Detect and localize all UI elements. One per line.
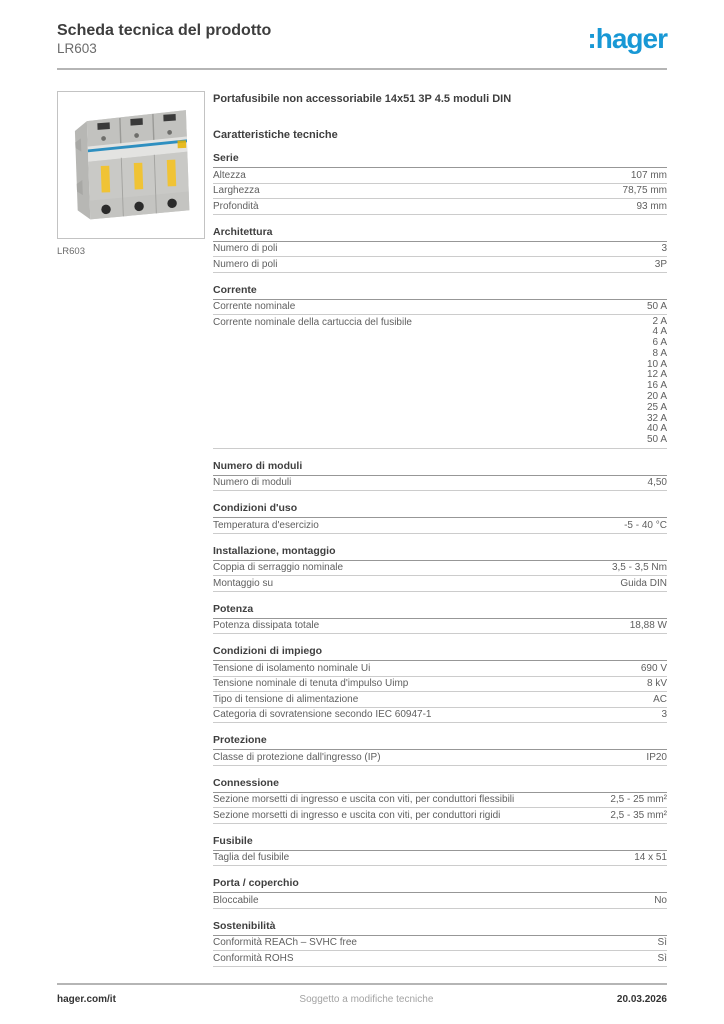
spec-group (213, 920, 667, 967)
spec-row-label: Tipo di tensione di alimentazione (213, 693, 359, 705)
spec-group-title: Condizioni di impiego (213, 645, 667, 661)
spec-row-value: 78,75 mm (622, 185, 667, 196)
spec-row-label: Conformità REACh – SVHC free (213, 937, 357, 949)
spec-group-title: Architettura (213, 226, 667, 242)
spec-row-value: 107 mm (630, 169, 667, 181)
spec-row (213, 619, 667, 635)
spec-row-label: Tensione di isolamento nominale Ui (213, 662, 371, 674)
product-image-column (57, 91, 205, 967)
spec-row-label: Bloccabile (213, 894, 259, 906)
spec-row-label: Corrente nominale della cartuccia del fusibile (213, 316, 412, 328)
spec-group-title: Porta / coperchio (213, 877, 667, 893)
spec-row-value: 14 x 51 (634, 852, 667, 864)
spec-row-label: Numero di poli (213, 243, 278, 254)
spec-row-value-line: 16 A (646, 380, 667, 392)
spec-group-title: Condizioni d'uso (213, 502, 667, 518)
spec-row-value-line: 6 A (652, 337, 667, 349)
spec-row-value-line: 20 A (646, 391, 667, 403)
specs-column (213, 91, 667, 967)
spec-row-label: Classe di protezione dall'ingresso (IP) (213, 751, 381, 763)
spec-row-value: 4,50 (647, 477, 667, 489)
spec-row-value: 18,88 W (629, 620, 667, 632)
spec-row (213, 951, 667, 967)
spec-row-value: 2,5 - 35 mm² (610, 809, 667, 821)
spec-group (213, 502, 667, 534)
footer-disclaimer: Soggetto a modifiche tecniche (299, 994, 434, 1005)
spec-row-value: 8 kV (646, 678, 667, 690)
footer-date: 20.03.2026 (616, 994, 667, 1005)
spec-group (213, 734, 667, 766)
spec-row (213, 518, 667, 534)
spec-row-label: Profondità (213, 200, 259, 212)
spec-row (213, 242, 667, 258)
spec-group (213, 777, 667, 824)
spec-row-value-line: 10 A (646, 358, 667, 370)
spec-row-label: Tensione nominale di tenuta d'impulso Uimp (213, 678, 409, 690)
spec-group-title: Installazione, montaggio (213, 545, 667, 561)
spec-row-label: Sezione morsetti di ingresso e uscita con viti, per conduttori rigidi (213, 809, 501, 821)
spec-row-label: Temperatura d'esercizio (213, 519, 319, 531)
spec-row (213, 476, 667, 492)
spec-row-label: Montaggio su (213, 577, 274, 589)
spec-group-title: Protezione (213, 734, 667, 750)
spec-group-title: Fusibile (213, 835, 667, 851)
spec-row (213, 851, 667, 867)
product-image-frame (57, 91, 205, 239)
page-header (57, 0, 667, 57)
spec-row (213, 300, 667, 316)
spec-group-title: Serie (213, 152, 667, 168)
spec-row-label: Taglia del fusibile (213, 852, 290, 864)
spec-row (213, 793, 667, 809)
spec-group-title: Sostenibilità (213, 920, 667, 936)
spec-row-value: 3P (654, 258, 667, 270)
spec-row-value-line: 32 A (646, 412, 667, 424)
spec-row-value-line: 12 A (646, 369, 667, 381)
spec-row (213, 692, 667, 708)
page-footer (57, 983, 667, 1005)
main-content (57, 91, 667, 967)
spec-row (213, 677, 667, 693)
section-title: Caratteristiche tecniche (213, 129, 338, 141)
spec-row-value: Sì (657, 937, 667, 949)
spec-row-value-line: 2 A (652, 315, 667, 327)
spec-row (213, 257, 667, 273)
spec-row-value: Sì (657, 952, 667, 964)
spec-row (213, 184, 667, 200)
spec-row-label: Conformità ROHS (213, 952, 294, 964)
spec-group (213, 545, 667, 592)
spec-row-value: 3 (661, 709, 667, 721)
spec-row-value: 690 V (640, 662, 667, 674)
spec-row-label: Coppia di serraggio nominale (213, 562, 344, 574)
spec-group-title: Corrente (213, 284, 667, 300)
spec-row (213, 661, 667, 677)
spec-row (213, 708, 667, 724)
spec-row (213, 315, 667, 449)
spec-group (213, 460, 667, 492)
product-image-caption: LR603 (57, 246, 85, 257)
spec-group (213, 645, 667, 723)
product-photo (61, 95, 201, 235)
spec-row-label: Categoria di sovratensione secondo IEC 60947-1 (213, 709, 432, 721)
spec-row (213, 168, 667, 184)
spec-row-value: 2,5 - 25 mm² (610, 794, 667, 806)
footer-website-link[interactable]: hager.com/it (57, 994, 116, 1005)
spec-row-label: Corrente nominale (213, 301, 296, 312)
spec-group (213, 284, 667, 449)
spec-group-title: Potenza (213, 603, 667, 619)
spec-row-value: IP20 (646, 751, 667, 763)
spec-row-value: Guida DIN (620, 577, 667, 589)
spec-row-label: Sezione morsetti di ingresso e uscita con viti, per conduttori flessibili (213, 794, 515, 806)
spec-row-value-line: 4 A (652, 326, 667, 338)
spec-group (213, 877, 667, 909)
spec-row (213, 893, 667, 909)
spec-row-value-line: 8 A (652, 347, 667, 359)
spec-row (213, 561, 667, 577)
spec-group (213, 226, 667, 273)
spec-row-label: Potenza dissipata totale (213, 620, 320, 632)
spec-row-value (647, 317, 667, 447)
spec-group-title: Connessione (213, 777, 667, 793)
spec-row (213, 936, 667, 952)
product-description: Portafusibile non accessoriabile 14x51 3P 4.5 moduli DIN (213, 93, 512, 105)
spec-row-value: 50 A (646, 301, 667, 312)
spec-row-value-line: 50 A (646, 434, 667, 446)
spec-row-value-line: 25 A (646, 401, 667, 413)
datasheet-page (57, 0, 667, 967)
hager-logo: :hager (587, 23, 667, 54)
spec-row-label: Numero di moduli (213, 477, 292, 489)
spec-group (213, 603, 667, 635)
spec-row-label: Numero di poli (213, 258, 278, 270)
page-title: Scheda tecnica del prodotto (57, 22, 272, 39)
spec-group (213, 152, 667, 215)
product-code: LR603 (57, 41, 97, 56)
spec-row-value: -5 - 40 °C (624, 519, 667, 531)
spec-row-label: Larghezza (213, 185, 260, 196)
footer-row (57, 985, 667, 1005)
spec-row (213, 576, 667, 592)
spec-row-value: 3 (661, 243, 667, 254)
spec-row-label: Altezza (213, 169, 246, 181)
spec-groups (213, 152, 667, 967)
spec-row-value: 93 mm (636, 200, 667, 212)
spec-row (213, 199, 667, 215)
spec-row-value: No (654, 894, 667, 906)
spec-row (213, 750, 667, 766)
spec-group (213, 835, 667, 867)
spec-row-value: 3,5 - 3,5 Nm (611, 562, 667, 574)
spec-group-title: Numero di moduli (213, 460, 667, 476)
spec-row-value: AC (653, 693, 667, 705)
spec-row (213, 808, 667, 824)
spec-row-value-line: 40 A (646, 423, 667, 435)
header-divider (57, 68, 667, 70)
